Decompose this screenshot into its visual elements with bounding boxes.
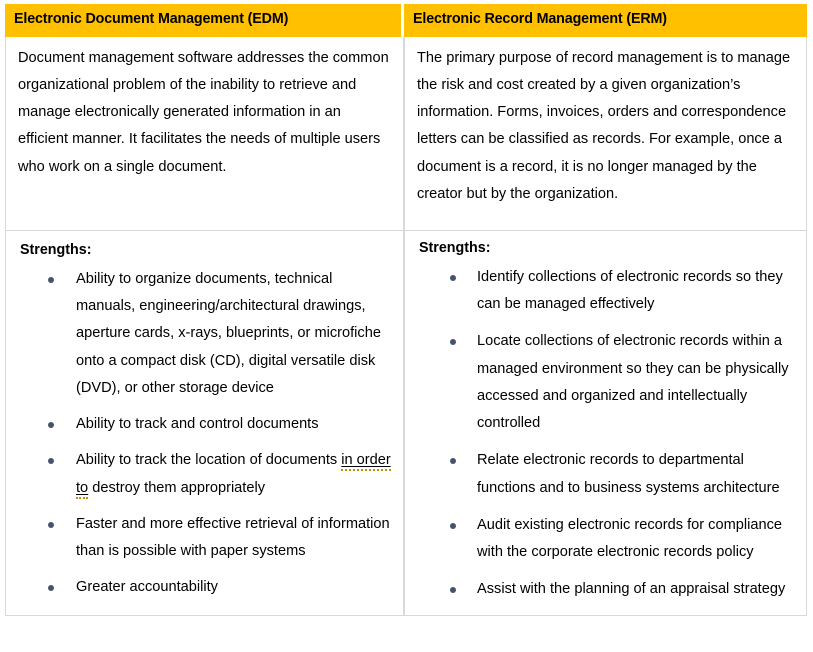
edm-strengths-label: Strengths: <box>20 242 92 259</box>
table-row-strengths <box>5 231 807 616</box>
list-item-text: Audit existing electronic records for compliance with the corporate electronic records policy <box>477 516 782 560</box>
list-item <box>18 411 393 438</box>
list-item-text-before: Ability to track the location of documents <box>76 452 342 469</box>
bullet-icon <box>48 458 54 464</box>
bullet-icon <box>450 523 456 529</box>
list-item <box>18 447 393 501</box>
list-item <box>417 447 800 501</box>
grammar-flagged-text[interactable]: in order to <box>76 452 391 498</box>
list-item <box>417 328 800 437</box>
bullet-icon <box>450 339 456 345</box>
comparison-table <box>5 4 807 616</box>
cell-edm-strengths <box>5 231 404 616</box>
column-header-erm: Electronic Record Management (ERM) <box>404 4 807 37</box>
list-item-text: Locate collections of electronic records within a managed environment so they can be physically accessed and organized and intellectually controlled <box>477 333 789 432</box>
erm-description-text: The primary purpose of record management is to manage the risk and cost created by a given organization’s information. Forms, invoices, orders and correspondence letters can be classified as records. For example, once a document is a record, it is no longer managed by the creator but by the organization. <box>417 49 791 202</box>
column-header-edm: Electronic Document Management (EDM) <box>5 4 404 37</box>
list-item-text: Ability to organize documents, technical manuals, engineering/architectural drawings, aperture cards, x-rays, blueprints, or microfiche onto a compact disk (CD), digital versatile disk (DVD), or other storage device <box>76 271 381 396</box>
list-item-text: Identify collections of electronic records so they can be managed effectively <box>477 269 783 313</box>
bullet-icon <box>48 522 54 528</box>
bullet-icon <box>48 585 54 591</box>
list-item <box>18 511 393 565</box>
bullet-icon <box>450 275 456 281</box>
bullet-icon <box>450 587 456 593</box>
list-item-text: Relate electronic records to departmental functions and to business systems architecture <box>477 452 780 496</box>
list-item <box>417 512 800 566</box>
list-item-text: Faster and more effective retrieval of information than is possible with paper systems <box>76 515 390 559</box>
list-item <box>417 264 800 318</box>
cell-erm-strengths <box>404 231 807 616</box>
erm-strengths-label: Strengths: <box>419 240 491 257</box>
bullet-icon <box>48 277 54 283</box>
table-header <box>5 4 807 37</box>
edm-strengths-list <box>18 266 393 601</box>
table-header-row <box>5 4 807 37</box>
list-item-text: Ability to track and control documents <box>76 416 319 433</box>
list-item-text: Greater accountability <box>76 579 218 596</box>
list-item <box>18 574 393 601</box>
edm-description-text: Document management software addresses the common organizational problem of the inability to retrieve and manage electronically generated information in an efficient manner. It facilitates the needs of multiple users who work on a single document. <box>18 49 389 175</box>
bullet-icon <box>48 422 54 428</box>
list-item <box>417 576 800 603</box>
list-item-text: Assist with the planning of an appraisal strategy <box>477 581 786 598</box>
table-row-description <box>5 37 807 231</box>
erm-strengths-list <box>417 264 800 603</box>
table-body <box>5 37 807 616</box>
list-item-text-after: destroy them appropriately <box>88 479 266 496</box>
cell-erm-description <box>404 37 807 231</box>
bullet-icon <box>450 458 456 464</box>
cell-edm-description <box>5 37 404 231</box>
list-item <box>18 266 393 402</box>
